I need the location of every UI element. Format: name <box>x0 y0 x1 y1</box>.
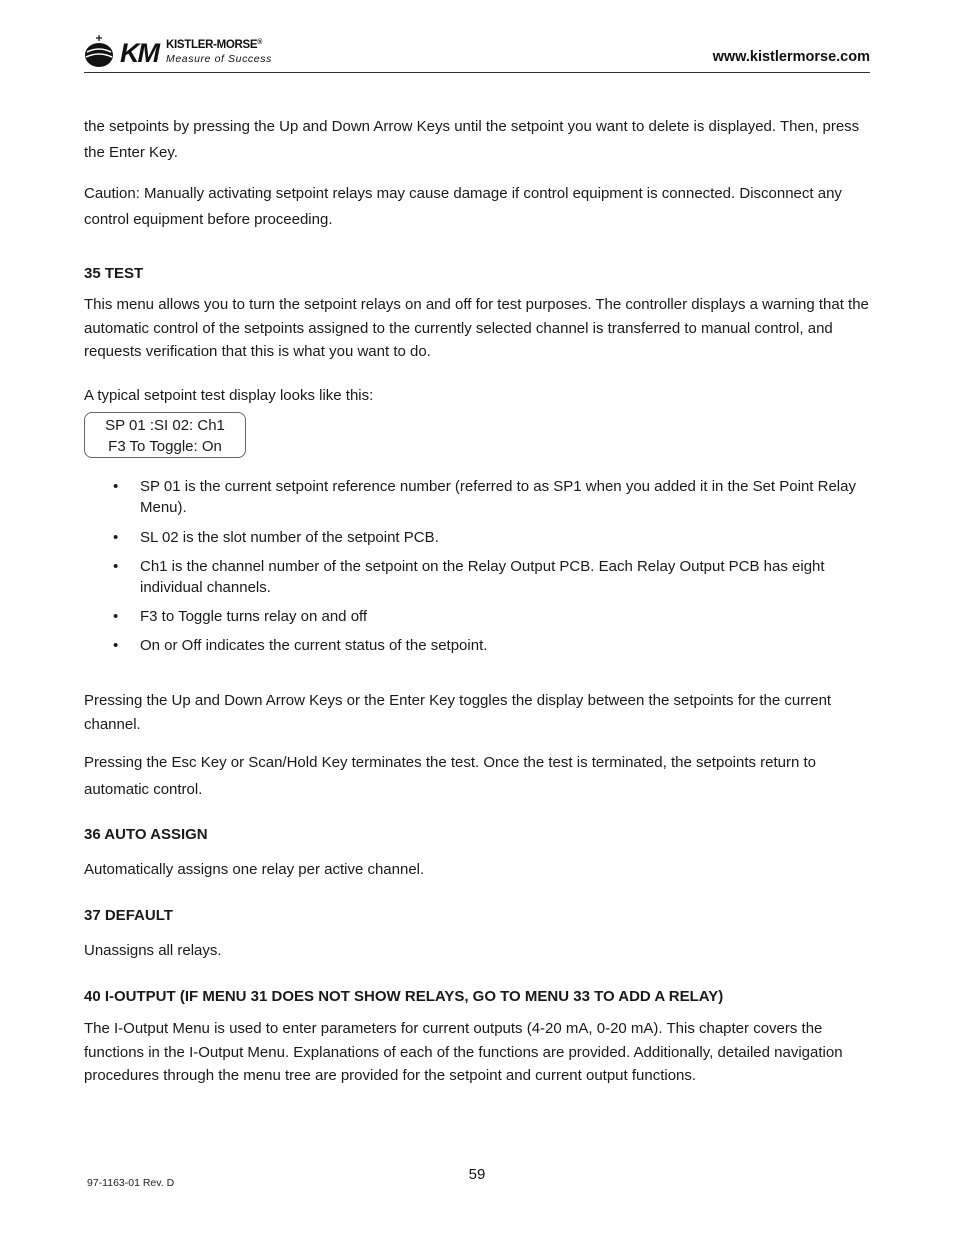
list-item: • SL 02 is the slot number of the setpoint PCB. <box>113 529 439 546</box>
logo-brand-name: KISTLER-MORSE® <box>166 39 263 51</box>
setpoint-test-display <box>84 412 246 458</box>
list-item: • Ch1 is the channel number of the setpoint on the Relay Output PCB. Each Relay Output PCB has eight individual channels. <box>113 558 825 596</box>
display-line-2: F3 To Toggle: On <box>108 438 222 455</box>
document-code: 97-1163-01 Rev. D <box>87 1177 175 1189</box>
company-logo <box>84 35 284 69</box>
header-divider <box>84 72 870 73</box>
toggle-paragraph: Pressing the Up and Down Arrow Keys or the Enter Key toggles the display between the setpoints for the current channel. <box>84 692 832 733</box>
section-heading-i-output: 40 I-OUTPUT (IF MENU 31 DOES NOT SHOW RELAYS, GO TO MENU 33 TO ADD A RELAY) <box>84 988 724 1005</box>
auto-assign-text: Automatically assigns one relay per active channel. <box>84 861 425 878</box>
test-description: This menu allows you to turn the setpoint relays on and off for test purposes. The controller displays a warning that the automatic control of the setpoints assigned to the currently selected channel is transferred to manual control, and requests verification that this is what you want to do. <box>84 296 869 360</box>
section-heading-auto-assign: 36 AUTO ASSIGN <box>84 826 208 843</box>
intro-paragraph: the setpoints by pressing the Up and Down Arrow Keys until the setpoint you want to delete is displayed. Then, press the Enter Key. <box>84 118 860 161</box>
list-item: • On or Off indicates the current status of the setpoint. <box>113 637 488 654</box>
default-text: Unassigns all relays. <box>84 942 222 959</box>
page-number: 59 <box>468 1166 486 1183</box>
caution-paragraph: Caution: Manually activating setpoint relays may cause damage if control equipment is connected. Disconnect any control equipment before proceeding. <box>84 185 842 228</box>
list-item: • SP 01 is the current setpoint reference number (referred to as SP1 when you added it in the Set Point Relay Menu). <box>113 478 856 516</box>
logo-km-text: KM <box>120 38 158 68</box>
list-item: • F3 to Toggle turns relay on and off <box>113 608 368 625</box>
i-output-text: The I-Output Menu is used to enter parameters for current outputs (4-20 mA, 0-20 mA). This chapter covers the functions in the I-Output Menu. Explanations of each of the functions are provided. Additionally, detailed navigation procedures through the menu tree are provided for the setpoint and current output functions. <box>84 1020 843 1084</box>
test-display-intro: A typical setpoint test display looks like this: <box>84 387 374 404</box>
terminate-paragraph: Pressing the Esc Key or Scan/Hold Key terminates the test. Once the test is terminated, the setpoints return to automatic control. <box>84 754 817 798</box>
logo-tagline: Measure of Success <box>166 53 272 65</box>
section-heading-test: 35 TEST <box>84 265 144 282</box>
section-heading-default: 37 DEFAULT <box>84 907 173 924</box>
website-url: www.kistlermorse.com <box>712 49 870 65</box>
globe-icon <box>84 35 116 69</box>
display-line-1: SP 01 :SI 02: Ch1 <box>105 417 225 434</box>
